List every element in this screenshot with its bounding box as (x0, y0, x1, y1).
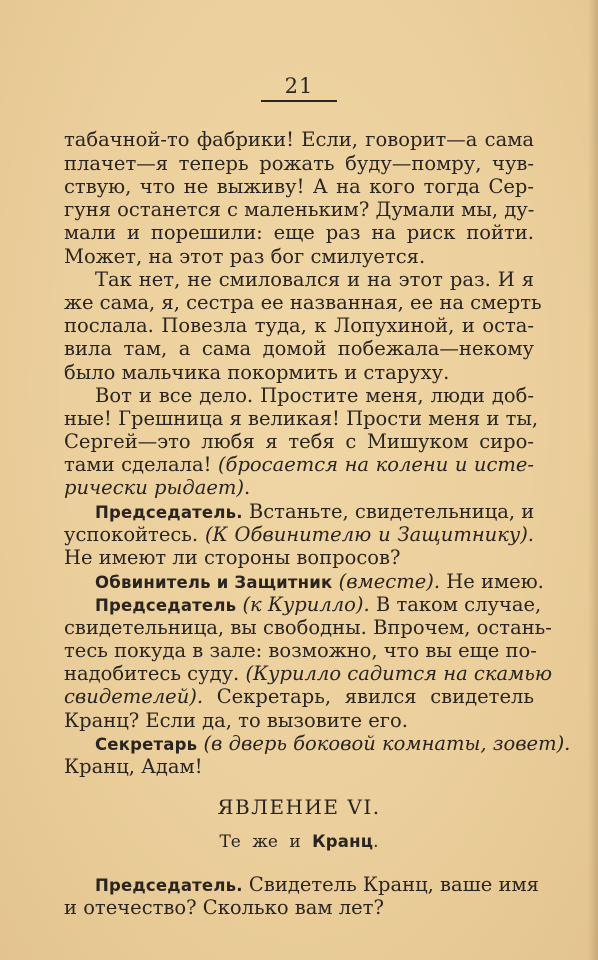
text-line (95, 570, 544, 594)
text-fragment: надобитесь суду. (64, 662, 246, 685)
stage-direction: (К Обвинителю и Защитнику). (204, 523, 534, 546)
text-line (64, 524, 534, 546)
text-fragment: Те же и (219, 832, 313, 852)
speaker-name: Секретарь (95, 735, 198, 754)
text-fragment: Не имею. (440, 570, 544, 593)
text-fragment: успокойтесь. (64, 523, 205, 546)
text-line: табачной-то фабрики! Если, говорит—а сама (64, 128, 534, 151)
speaker-name: Председатель. (95, 503, 243, 522)
stage-direction: (бросается на колени и исте- (217, 453, 534, 476)
text-line: было мальчика покормить и старуху. (64, 361, 450, 384)
speaker-name: Председатель (95, 596, 237, 615)
text-line: тесь покуда в зале: возможно, что вы еще по- (64, 639, 537, 662)
text-line: Вот и все дело. Простите меня, люди доб- (95, 384, 534, 407)
speaker-name: Обвинитель и Защитник (95, 573, 333, 592)
text-line: Кранц? Если да, то вызовите его. (64, 709, 408, 732)
text-fragment: В таком случае, (369, 593, 542, 616)
text-line: Кранц, Адам! (64, 755, 203, 778)
text-line (64, 454, 534, 476)
text-fragment: . (244, 476, 251, 499)
text-fragment: Встаньте, свидетельница, и (242, 500, 535, 523)
text-line: Так нет, не смиловался и на этот раз. И я (95, 268, 534, 291)
text-fragment: . (373, 832, 379, 852)
text-line: послала. Повезла туда, к Лопухиной, и оста- (64, 314, 534, 337)
text-line (95, 593, 542, 617)
stage-direction: (Курилло садится на скамью (245, 662, 553, 685)
speaker-name: Кранц (312, 832, 374, 851)
text-line (95, 501, 534, 524)
page-number: 21 (284, 74, 314, 98)
text-line (95, 873, 539, 897)
text-line (64, 662, 553, 685)
stage-direction: свидетелей). (64, 685, 204, 708)
text-line: Может, на этот раз бог смилуется. (64, 245, 426, 268)
text-line: мали и порешили: еще раз на риск пойти. (64, 221, 534, 244)
text-fragment: Свидетель Кранц, ваше имя (242, 873, 539, 896)
scene-cast (0, 832, 598, 852)
speaker-name: Председатель. (95, 876, 243, 895)
stage-direction: (к Курилло). (236, 593, 370, 616)
text-line: плачет—я теперь рожать буду—помру, чув- (64, 152, 534, 175)
text-line: ные! Грешница я великая! Прости меня и ты, (64, 407, 539, 430)
text-line: же сама, я, сестра ее названная, ее на смерть (64, 291, 542, 314)
text-fragment: тами сделала! (64, 453, 218, 476)
stage-direction: (вместе). (332, 570, 441, 593)
stage-direction: (в дверь боковой комнаты, зовет). (197, 732, 571, 755)
text-fragment: Секретарь, явился свидетель (203, 685, 534, 708)
text-line (95, 732, 571, 756)
page-number-rule (261, 100, 337, 102)
text-line: Сергей—это любя я тебя с Мишуком сиро- (64, 430, 534, 453)
scene-heading: ЯВЛЕНИЕ VI. (217, 795, 381, 819)
text-line: вила там, а сама домой побежала—некому (64, 337, 534, 360)
text-line (64, 477, 534, 499)
text-line: ствую, что не выживу! А на кого тогда Сер- (64, 175, 534, 198)
stage-direction: рически рыдает) (64, 476, 245, 499)
text-line: Не имеют ли стороны вопросов? (64, 546, 401, 569)
text-line: гуня останется с маленьким? Думали мы, ду- (64, 198, 535, 221)
text-line (64, 686, 534, 708)
text-line: и отечество? Сколько вам лет? (64, 896, 384, 919)
text-line: свидетельница, вы свободны. Впрочем, остань- (64, 616, 552, 639)
